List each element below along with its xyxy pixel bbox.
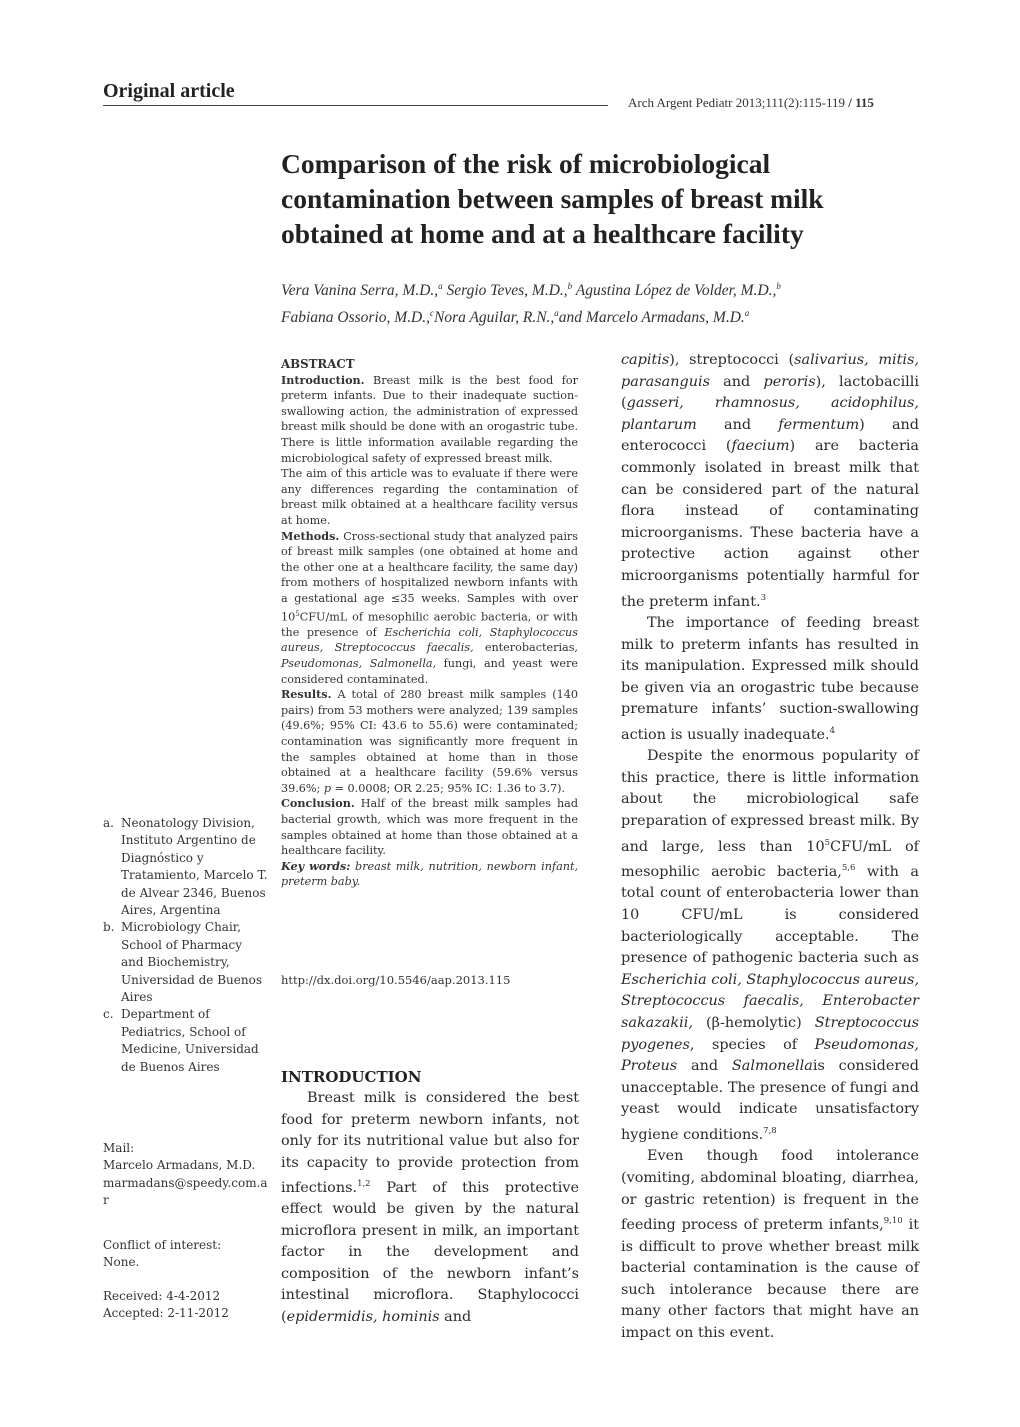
text: with a total count of enterobacteria lower than 10 CFU/mL is considered bacteriologically acceptable. The presence of pathogenic bacteria such as (621, 863, 919, 967)
methods-text: fungi, and yeast were considered contaminated. (281, 657, 578, 686)
abstract (281, 357, 578, 890)
exponent: 5 (824, 837, 831, 848)
methods-text: CFU/mL of mesophilic aerobic bacteria, or with the presence of (281, 610, 578, 639)
species-names: Pseudomonas, Salmonella, (281, 657, 437, 671)
text: Part of this protective effect would be given by the natural microflora present in milk, an important factor in the development and composition of the newborn infant’s intestinal microflora. Staphylococci ( (281, 1179, 579, 1325)
introduction-column-1 (281, 1088, 579, 1328)
author: Fabiana Ossorio, M.D., (281, 309, 430, 327)
affiliation-item (103, 919, 268, 1006)
text: CFU/mL of mesophilic aerobic bacteria, (621, 838, 919, 880)
abstract-results (281, 687, 578, 796)
abstract-conclusion (281, 796, 578, 858)
affiliation-label: b. (103, 920, 115, 935)
text: and (677, 1058, 732, 1075)
text: ), streptococci ( (669, 352, 795, 368)
species-names: Escherichia coli, Staphylococcus aureus, Streptococcus faecalis, (281, 625, 578, 655)
affiliation-text: Neonatology Division, Instituto Argentino de Diagnóstico y Tratamiento, Marcelo T. de Alvear 2346, Buenos Aires, Argentina (121, 816, 268, 918)
text: and (439, 1308, 472, 1325)
abstract-keywords (281, 859, 578, 890)
page-number: 115 (855, 95, 874, 110)
species-names: capitis (621, 352, 670, 368)
text: , species of (689, 1036, 815, 1053)
species-names: epidermidis, hominis (286, 1308, 440, 1325)
species-names: gasseri, rhamnosus, acidophilus, plantarum (621, 395, 919, 433)
species-names: faecium (731, 438, 790, 455)
conclusion-label: Conclusion. (281, 796, 355, 811)
text: Despite the enormous popularity of this practice, there is little information about the microbiological safe preparation of expressed breast milk. By and large, less than 10 (621, 748, 919, 855)
conflict-of-interest (103, 1237, 268, 1272)
methods-text: Cross-sectional study that analyzed pairs of breast milk samples (one obtained at home and the other one at a healthcare facility, the same day) from mothers of hospitalized newborn infants with a gestational age ≤35 weeks. Samples with over 10 (281, 529, 578, 624)
author: Sergio Teves, M.D., (446, 282, 568, 300)
mail-name: Marcelo Armadans, M.D. (103, 1158, 256, 1173)
results-label: Results. (281, 687, 332, 702)
p-value-symbol: p (323, 781, 332, 795)
citation-ref[interactable]: 1,2 (357, 1179, 371, 1189)
affiliation-item (103, 1006, 268, 1076)
text: and (709, 373, 764, 390)
author: Nora Aguilar, R.N., (433, 309, 555, 327)
species-names: Pseudomonas, Proteus (621, 1036, 919, 1075)
citation-ref[interactable]: 4 (829, 725, 836, 736)
intro-paragraph-1-cont (621, 350, 919, 613)
abstract-heading: ABSTRACT (281, 357, 355, 371)
conflict-value: None. (103, 1255, 140, 1270)
affiliation-label: a. (103, 816, 114, 830)
introduction-heading: INTRODUCTION (281, 1068, 422, 1086)
text: ), lactobacilli ( (621, 373, 919, 412)
results-text: = 0.0008; OR 2.25; 95% IC: 1.36 to 3.7). (331, 781, 566, 795)
section-label: Original article (103, 80, 235, 102)
text: and (696, 416, 779, 433)
affiliation-marker: a (554, 308, 559, 319)
author-list (281, 275, 941, 329)
affiliations-list (103, 815, 268, 1076)
species-names: Streptococcus pyogenes (621, 1015, 919, 1053)
author: Agustina López de Volder, M.D., (575, 282, 777, 300)
keywords-text: breast milk, nutrition, newborn infant, preterm baby. (281, 859, 579, 889)
header-divider (103, 105, 608, 106)
author: Vera Vanina Serra, M.D., (281, 282, 439, 300)
methods-label: Methods. (281, 528, 340, 543)
keywords-label: Key words: (281, 858, 351, 873)
citation-ref[interactable]: 9,10 (883, 1216, 903, 1227)
intro-label: Introduction. (281, 372, 365, 387)
intro-text: Breast milk is the best food for preterm infants. Due to their inadequate suction-swallowing action, the administration of expressed breast milk should be done with an orogastric tube. There is little information available regarding the microbiological safety of expressed breast milk. (281, 373, 578, 465)
citation-ref[interactable]: 3 (760, 592, 766, 603)
affiliation-marker: a (744, 308, 750, 319)
affiliation-text: Microbiology Chair, School of Pharmacy and Biochemistry, Universidad de Buenos Aires (121, 920, 262, 1005)
text: Breast milk is considered the best food for preterm newborn infants, not only for its nutritional value but also for its capacity to provide protection from infections. (281, 1090, 579, 1196)
text: (β-hemolytic) (692, 1015, 815, 1031)
abstract-methods (281, 529, 578, 688)
received-date: Received: 4-4-2012 (103, 1289, 221, 1303)
text: it is difficult to prove whether breast milk bacterial contamination is the cause of such intolerance because there are many other factors that might have an impact on this event. (621, 1216, 919, 1341)
species-names: salivarius, mitis, parasanguis (621, 352, 919, 390)
correspondence (103, 1140, 268, 1210)
citation-separator: / (848, 95, 852, 110)
species-names: Salmonella (731, 1058, 813, 1075)
citation-text: Arch Argent Pediatr 2013;111(2):115-119 (628, 95, 845, 110)
abstract-introduction (281, 373, 578, 467)
intro-paragraph-3 (621, 746, 919, 1146)
affiliation-item (103, 815, 268, 919)
affiliation-marker: a (438, 281, 443, 291)
conclusion-text: Half of the breast milk samples had bacterial growth, which was more frequent in the samples obtained at home than those obtained at a healthcare facility. (281, 797, 578, 858)
author: and Marcelo Armadans, M.D. (558, 309, 745, 327)
citation-ref[interactable]: 7,8 (763, 1125, 777, 1136)
exponent: 5 (295, 609, 300, 618)
results-text: A total of 280 breast milk samples (140 pairs) from 53 mothers were analyzed; 139 samples (49.6%; 95% CI: 43.6 to 55.6) were contaminated; contamination was significantly more frequent in the samples obtained at home than in those obtained at a healthcare facility (59.6% versus 39.6%; (281, 688, 578, 795)
text: ) are bacteria commonly isolated in breast milk that can be considered part of the natural flora instead of contaminating microorganisms. These bacteria have a protective action against other microorganisms potentially harmful for the preterm infant. (621, 438, 920, 610)
affiliation-marker: c (429, 308, 434, 319)
species-names: peroris (763, 373, 816, 390)
citation-ref[interactable]: 5,6 (841, 863, 856, 874)
conflict-label: Conflict of interest: (103, 1238, 222, 1252)
intro-paragraph-4 (621, 1146, 919, 1344)
mail-label: Mail: (103, 1141, 135, 1155)
text: Even though food intolerance (vomiting, abdominal bloating, diarrhea, or gastric retention) is frequent in the feeding process of preterm infants, (621, 1148, 919, 1233)
introduction-column-2 (621, 350, 919, 1345)
affiliation-marker: b (567, 281, 573, 291)
species-names: fermentum (778, 416, 860, 433)
methods-text: enterobacterias, (473, 641, 578, 655)
intro-paragraph-2 (621, 613, 919, 746)
affiliation-label: c. (103, 1007, 114, 1022)
text: The importance of feeding breast milk to preterm infants has resulted in its manipulation. Expressed milk should be given via an orogastric tube because premature infants’ suction-swallowing action is usually inadequate. (621, 614, 919, 743)
text: is considered unacceptable. The presence of fungi and yeast would indicate unsatisfactory hygiene conditions. (621, 1058, 919, 1143)
species-names: Escherichia coli, Staphylococcus aureus, Streptococcus faecalis, Enterobacter sakazakii, (621, 971, 920, 1031)
affiliation-text: Department of Pediatrics, School of Medicine, Universidad de Buenos Aires (121, 1007, 259, 1074)
article-title: Comparison of the risk of microbiological contamination between samples of breast milk obtained at home and at a healthcare facility (281, 148, 824, 249)
accepted-date: Accepted: 2-11-2012 (103, 1306, 229, 1321)
journal-citation (628, 95, 874, 111)
doi-link[interactable]: http://dx.doi.org/10.5546/aap.2013.115 (281, 973, 511, 987)
text: ) and enterococci ( (621, 416, 920, 455)
mail-address[interactable]: marmadans@speedy.com.ar (103, 1175, 268, 1208)
affiliation-marker: b (776, 281, 781, 291)
dates (103, 1288, 268, 1323)
abstract-aim: The aim of this article was to evaluate if there were any differences regarding the contamination of breast milk obtained at a healthcare facility versus at home. (281, 467, 578, 527)
intro-paragraph-1 (281, 1088, 579, 1328)
